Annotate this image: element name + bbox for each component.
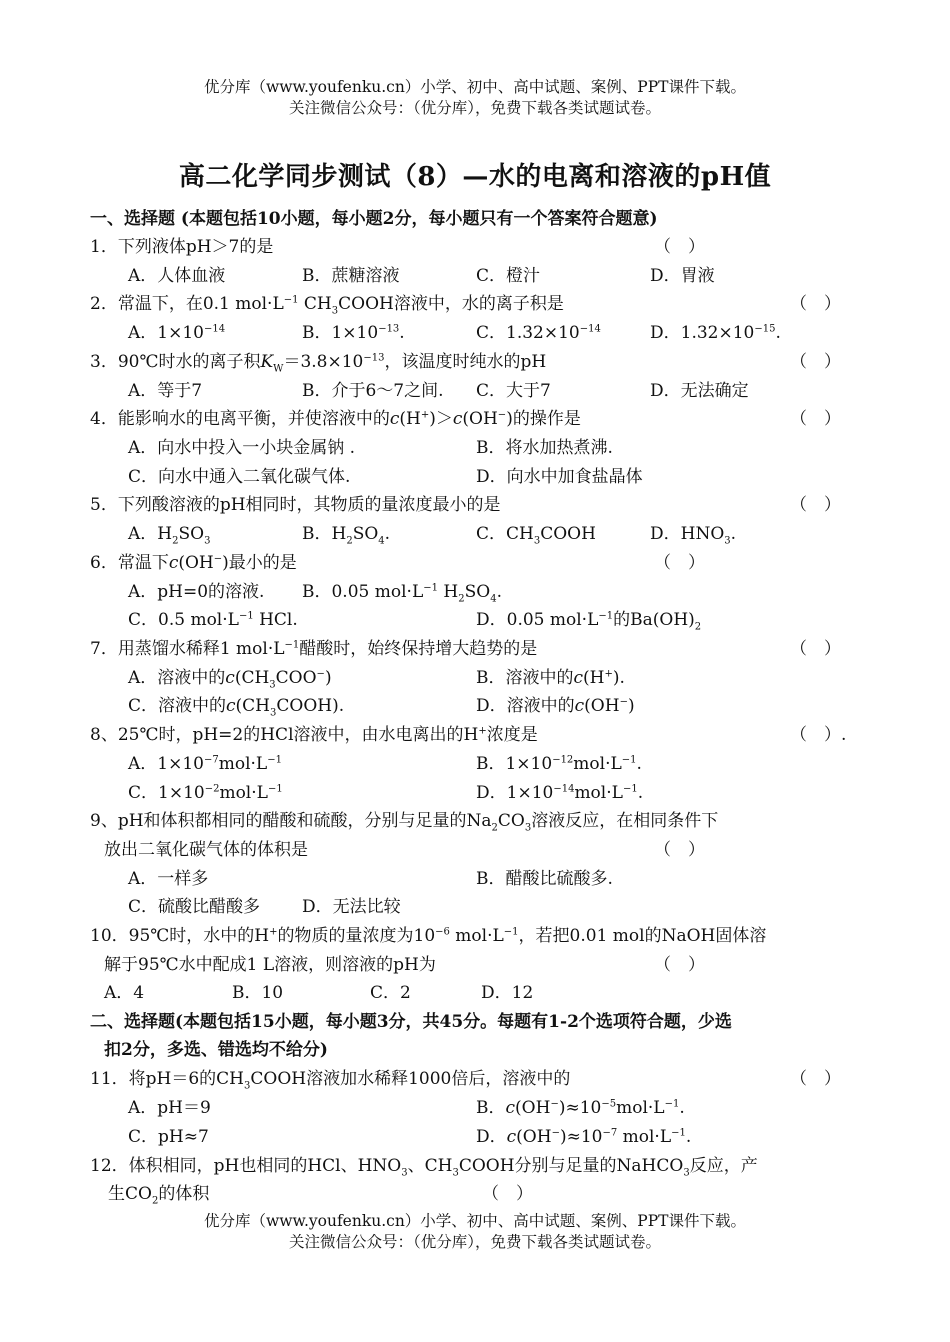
q4-option-a: A．向水中投入一小块金属钠 . — [128, 438, 356, 458]
footer-line-1: 优分库（www.youfenku.cn）小学、初中、高中试题、案例、PPT课件下载。 — [203, 1212, 747, 1230]
q11-answer-paren: （ ） — [790, 1069, 841, 1089]
q12-answer-paren: （ ） — [482, 1184, 533, 1204]
q1-stem: 1．下列液体pH＞7的是 — [90, 237, 274, 257]
q8-answer-paren: （ ）. — [790, 725, 847, 745]
q4-answer-paren: （ ） — [790, 409, 841, 429]
q10-stem-line-2: 解于95℃水中配成1 L溶液，则溶液的pH为 — [104, 955, 436, 975]
q5-option-a: A．$H_2SO_3$ — [128, 524, 211, 547]
q2-option-a: A．$1\times 10^{-14}$ — [128, 323, 226, 343]
q5-answer-paren: （ ） — [790, 495, 841, 515]
q12-stem-line-2: 生$CO_2$的体积 — [108, 1184, 210, 1207]
q6-answer-paren: （ ） — [654, 553, 705, 573]
section-1-heading: 一、选择题 (本题包括10小题，每小题2分，每小题只有一个答案符合题意) — [90, 209, 658, 229]
q4-stem: 4．能影响水的电离平衡，并使溶液中的c(H+)＞c(OH−)的操作是 — [90, 409, 581, 429]
q3-option-b: B．介于6～7之间. — [302, 381, 444, 401]
q6-option-b: B．0.05 $mol\cdot L^{-1}$ $H_2SO_4$. — [302, 582, 502, 605]
q8-option-b: B．$1\times 10^{-12}mol\cdot L^{-1}$. — [476, 754, 642, 774]
q7-option-c: C．溶液中的$c(CH_3COOH)$. — [128, 696, 345, 719]
q11-option-d: D．$c(OH^-)\approx 10^{-7}$ $mol\cdot L^{-1}$. — [476, 1127, 692, 1147]
q10-option-c: C．2 — [370, 983, 411, 1003]
section-2-heading-line-2: 扣2分，多选、错选均不给分) — [104, 1040, 328, 1060]
q2-option-c: C．$1.32\times 10^{-14}$ — [476, 323, 601, 343]
q7-option-b: B．溶液中的c(H+). — [476, 668, 625, 688]
q11-option-a: A．pH＝9 — [128, 1098, 211, 1118]
q8-option-d: D．$1\times 10^{-14}mol\cdot L^{-1}$. — [476, 783, 644, 803]
q7-option-d: D．溶液中的c(OH−) — [476, 696, 635, 716]
q9-option-c: C．硫酸比醋酸多 — [128, 897, 261, 917]
q5-option-d: D．$HNO_3$. — [650, 524, 737, 547]
q8-option-c: C．$1\times 10^{-2}mol\cdot L^{-1}$ — [128, 783, 283, 803]
q9-stem-line-1: 9、pH和体积都相同的醋酸和硫酸，分别与足量的$Na_2CO_3$溶液反应，在相同条件下 — [90, 811, 719, 834]
q10-option-b: B．10 — [232, 983, 284, 1003]
q5-option-b: B．$H_2SO_4$. — [302, 524, 391, 547]
q9-option-a: A．一样多 — [128, 869, 209, 889]
footer-line-2: 关注微信公众号：（优分库），免费下载各类试题试卷。 — [288, 1233, 661, 1251]
q6-option-d: D．0.05 $mol\cdot L^{-1}$的$Ba(OH)_2$ — [476, 610, 702, 633]
q3-option-a: A．等于7 — [128, 381, 203, 401]
q4-option-b: B．将水加热煮沸. — [476, 438, 613, 458]
q5-option-c: C．$CH_3COOH$ — [476, 524, 596, 547]
q10-stem-line-1: 10．95℃时，水中的H+的物质的量浓度为$10^{-6}$ $mol\cdot L^{-1}$，若把0.01 mol的NaOH固体溶 — [90, 926, 767, 946]
q11-stem: 11．将pH＝6的$CH_3COOH$溶液加水稀释1000倍后，溶液中的 — [90, 1069, 571, 1092]
q3-stem: 3．90℃时水的离子积$K_W=3.8\times 10^{-13}$，该温度时纯水的pH — [90, 352, 547, 375]
q5-stem: 5．下列酸溶液的pH相同时，其物质的量浓度最小的是 — [90, 495, 501, 515]
q6-stem: 6．常温下c(OH−)最小的是 — [90, 553, 297, 573]
q1-option-d: D．胃液 — [650, 266, 715, 286]
q3-option-c: C．大于7 — [476, 381, 551, 401]
q9-answer-paren: （ ） — [654, 840, 705, 860]
q7-stem: 7．用蒸馏水稀释1 $mol\cdot L^{-1}$醋酸时，始终保持增大趋势的是 — [90, 639, 538, 659]
q4-option-c: C．向水中通入二氧化碳气体. — [128, 467, 351, 487]
q1-answer-paren: （ ） — [654, 237, 705, 257]
q3-option-d: D．无法确定 — [650, 381, 749, 401]
q6-option-c: C．0.5 $mol\cdot L^{-1}$ HCl. — [128, 610, 298, 630]
q10-answer-paren: （ ） — [654, 955, 705, 975]
q1-option-c: C．橙汁 — [476, 266, 541, 286]
header-line-2: 关注微信公众号：（优分库），免费下载各类试题试卷。 — [288, 99, 661, 117]
q7-answer-paren: （ ） — [790, 639, 841, 659]
q1-option-a: A．人体血液 — [128, 266, 226, 286]
q2-option-b: B．$1\times 10^{-13}$. — [302, 323, 405, 343]
q8-stem: 8、25℃时，pH=2的HCl溶液中，由水电离出的H+浓度是 — [90, 725, 538, 745]
q2-option-d: D．$1.32\times 10^{-15}$. — [650, 323, 781, 343]
q2-stem: 2．常温下，在0.1 $mol\cdot L^{-1}$ $CH_3COOH$溶液中，水的离子积是 — [90, 294, 564, 317]
q10-option-d: D．12 — [481, 983, 534, 1003]
q6-option-a: A．pH=0的溶液. — [128, 582, 265, 602]
q1-option-b: B．蔗糖溶液 — [302, 266, 400, 286]
q10-option-a: A．4 — [104, 983, 145, 1003]
q4-option-d: D．向水中加食盐晶体 — [476, 467, 643, 487]
q9-option-d: D．无法比较 — [302, 897, 401, 917]
section-2-heading-line-1: 二、选择题(本题包括15小题，每小题3分，共45分。每题有1-2个选项符合题，少选 — [90, 1012, 732, 1032]
q2-answer-paren: （ ） — [790, 294, 841, 314]
q11-option-b: B．$c(OH^-)\approx 10^{-5}mol\cdot L^{-1}$. — [476, 1098, 685, 1118]
header-line-1: 优分库（www.youfenku.cn）小学、初中、高中试题、案例、PPT课件下载。 — [203, 78, 747, 96]
q8-option-a: A．$1\times 10^{-7}mol\cdot L^{-1}$ — [128, 754, 282, 774]
page-title: 高二化学同步测试（8）—水的电离和溶液的pH值 — [178, 162, 772, 192]
q11-option-c: C．pH≈7 — [128, 1127, 209, 1147]
q9-option-b: B．醋酸比硫酸多. — [476, 869, 613, 889]
q3-answer-paren: （ ） — [790, 352, 841, 372]
q7-option-a: A．溶液中的$c(CH_3COO^-)$ — [128, 668, 332, 691]
q9-stem-line-2: 放出二氧化碳气体的体积是 — [104, 840, 308, 860]
q12-stem-line-1: 12．体积相同，pH也相同的HCl、$HNO_3$、$CH_3COOH$分别与足量的NaHCO$_3$反应，产 — [90, 1156, 758, 1179]
